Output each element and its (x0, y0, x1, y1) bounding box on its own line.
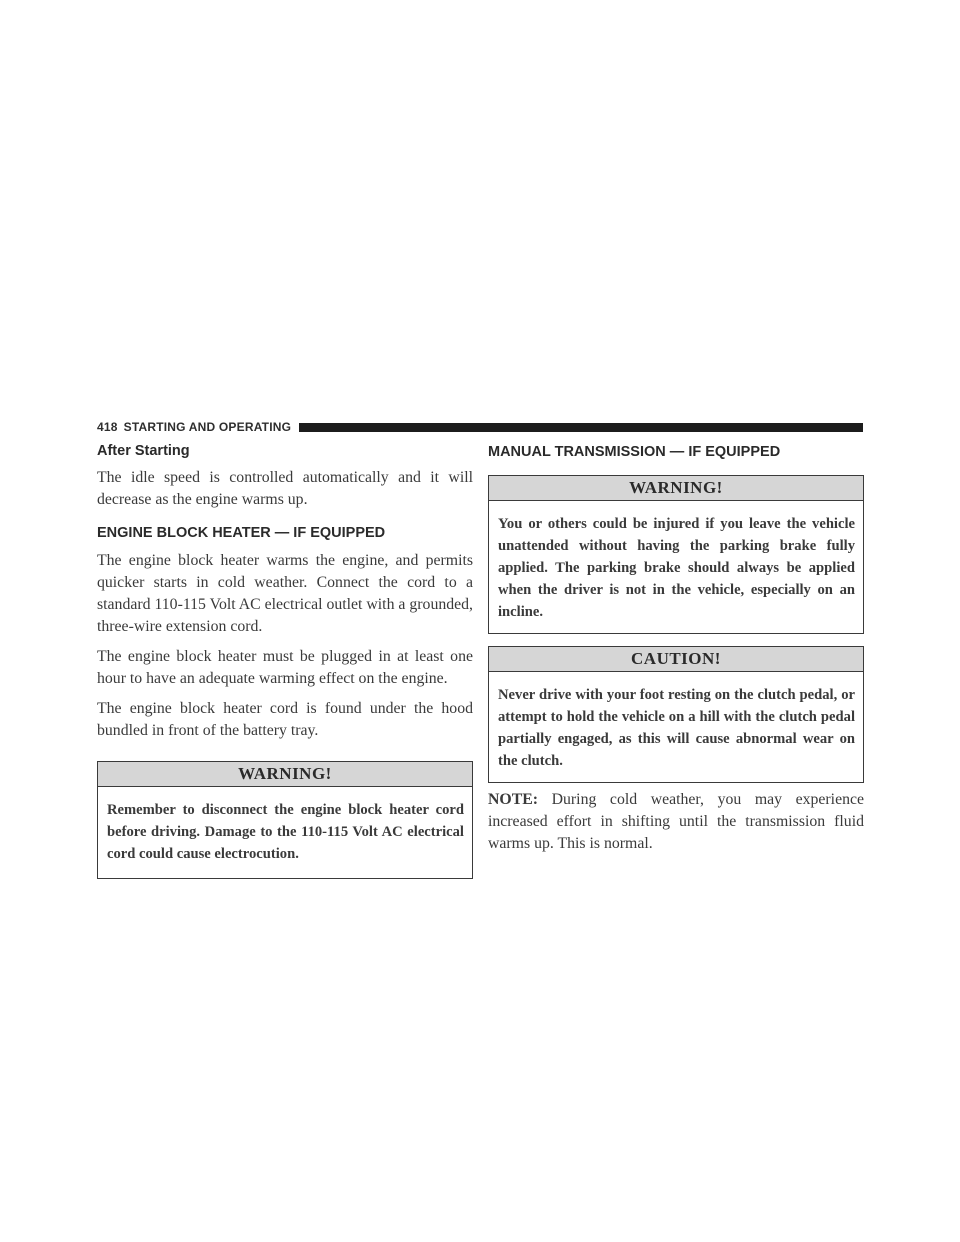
after-starting-text: The idle speed is controlled automatically and it will decrease as the engine warms up. (97, 469, 473, 508)
page-header (97, 420, 863, 434)
warning-box (488, 475, 864, 634)
right-column (488, 441, 864, 863)
block-heater-paragraph: The engine block heater warms the engine, and permits quicker starts in cold weather. Connect the cord to a standard 110-115 Volt AC electrical outlet with a grounded, three-wire extension cord. (97, 552, 473, 635)
warning-text: You or others could be injured if you leave the vehicle unattended without having the parking brake fully applied. The parking brake should always be applied when the driver is not in the vehicle, especially on an incline. (498, 516, 855, 620)
warning-title: WARNING! (489, 476, 863, 501)
block-heater-paragraph: The engine block heater must be plugged in at least one hour to have an adequate warming effect on the engine. (97, 648, 473, 687)
caution-title: CAUTION! (489, 647, 863, 672)
caution-text: Never drive with your foot resting on the clutch pedal, or attempt to hold the vehicle on a hill with the clutch pedal partially engaged, as this will cause abnormal wear on the clutch. (498, 687, 855, 769)
manual-transmission-heading: MANUAL TRANSMISSION — IF EQUIPPED (488, 444, 781, 460)
warning-title: WARNING! (98, 762, 472, 787)
page-number: 418 (97, 420, 118, 434)
left-column (97, 441, 473, 879)
warning-text: Remember to disconnect the engine block heater cord before driving. Damage to the 110-115 Volt AC electrical cord could cause electrocution. (107, 802, 464, 862)
caution-box (488, 646, 864, 783)
note-label: NOTE: (488, 791, 539, 808)
note-paragraph (488, 789, 864, 855)
header-rule (299, 423, 863, 432)
block-heater-paragraph: The engine block heater cord is found under the hood bundled in front of the battery tray. (97, 700, 473, 739)
after-starting-heading: After Starting (97, 443, 190, 459)
block-heater-heading: ENGINE BLOCK HEATER — IF EQUIPPED (97, 525, 386, 541)
note-text: During cold weather, you may experience increased effort in shifting until the transmission fluid warms up. This is normal. (488, 791, 865, 852)
warning-box (97, 761, 473, 879)
section-title: STARTING AND OPERATING (123, 420, 292, 434)
